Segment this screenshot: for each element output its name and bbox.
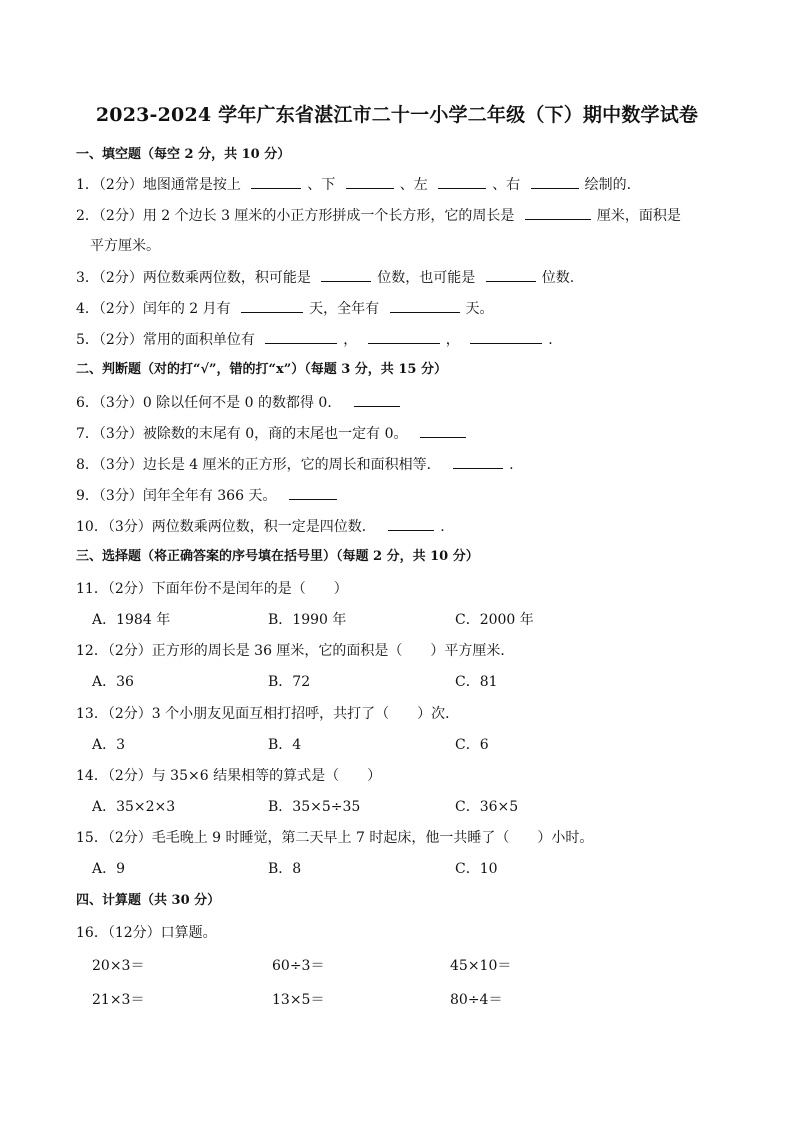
question-9: 9．（3分）闰年全年有 366 天。 [76,485,337,506]
answer-blank[interactable] [470,329,542,344]
option-c[interactable]: C．81 [455,674,498,690]
question-7: 7．（3分）被除数的末尾有 0，商的末尾也一定有 0。 [76,423,466,444]
question-3: 3．（2分）两位数乘两位数，积可能是 位数，也可能是 位数. [76,267,574,288]
answer-blank[interactable] [486,267,536,282]
section-true-false: 二、判断题（对的打“√”，错的打“x”）（每题 3 分，共 15 分） [76,362,447,377]
section-fill-in: 一、填空题（每空 2 分，共 10 分） [76,147,291,162]
option-b[interactable]: B．1990 年 [268,612,347,628]
question-14: 14．（2分）与 35×6 结果相等的算式是（ ） [76,768,382,784]
answer-blank[interactable] [525,205,591,220]
question-2: 2．（2分）用 2 个边长 3 厘米的小正方形拼成一个长方形，它的周长是 厘米，面积是 [76,205,681,226]
question-13: 13．（2分）3 个小朋友见面互相打招呼，共打了（ ）次． [76,706,460,722]
option-c[interactable]: C．6 [455,737,489,753]
answer-blank[interactable] [438,174,486,189]
answer-blank[interactable] [453,454,503,469]
question-12: 12．（2分）正方形的周长是 36 厘米，它的面积是（ ）平方厘米． [76,643,515,659]
answer-blank[interactable] [368,329,440,344]
answer-blank[interactable] [321,267,371,282]
answer-blank[interactable] [531,174,579,189]
option-c[interactable]: C．2000 年 [455,612,534,628]
option-a[interactable]: A．1984 年 [92,612,171,628]
section-calculation: 四、计算题（共 30 分） [76,893,221,908]
calc-item: 80÷4＝ [450,992,503,1008]
question-2-continued: 平方厘米。 [90,238,160,254]
question-10: 10．（3分）两位数乘两位数，积一定是四位数． . [76,516,445,537]
option-a[interactable]: A．3 [92,737,126,753]
option-b[interactable]: B．72 [268,674,311,690]
option-c[interactable]: C．36×5 [455,799,519,815]
answer-blank[interactable] [388,516,434,531]
answer-blank[interactable] [420,423,466,438]
option-a[interactable]: A．36 [92,674,134,690]
option-c[interactable]: C．10 [455,861,498,877]
calc-item: 13×5＝ [272,992,325,1008]
answer-blank[interactable] [289,485,337,500]
question-5: 5．（2分）常用的面积单位有 ， ， . [76,329,553,350]
question-16: 16．（12分）口算题。 [76,925,217,941]
calc-item: 45×10＝ [450,958,512,974]
calc-item: 60÷3＝ [272,958,325,974]
option-a[interactable]: A．35×2×3 [92,799,176,815]
option-b[interactable]: B．35×5÷35 [268,799,361,815]
answer-blank[interactable] [390,298,460,313]
question-1: 1．（2分）地图通常是按上 、下 、左 、右 绘制的. [76,174,631,195]
option-b[interactable]: B．8 [268,861,302,877]
calc-item: 20×3＝ [92,958,145,974]
question-6: 6．（3分）0 除以任何不是 0 的数都得 0． [76,392,400,413]
option-a[interactable]: A．9 [92,861,126,877]
section-multiple-choice: 三、选择题（将正确答案的序号填在括号里）（每题 2 分，共 10 分） [76,549,479,564]
answer-blank[interactable] [346,174,394,189]
question-15: 15．（2分）毛毛晚上 9 时睡觉，第二天早上 7 时起床，他一共睡了（ ）小时。 [76,830,594,846]
answer-blank[interactable] [354,392,400,407]
page-title: 2023-2024 学年广东省湛江市二十一小学二年级（下）期中数学试卷 [95,104,699,126]
answer-blank[interactable] [251,174,301,189]
question-11: 11．（2分）下面年份不是闰年的是（ ） [76,581,348,597]
option-b[interactable]: B．4 [268,737,302,753]
answer-blank[interactable] [241,298,303,313]
question-8: 8．（3分）边长是 4 厘米的正方形，它的周长和面积相等． . [76,454,514,475]
question-4: 4．（2分）闰年的 2 月有 天，全年有 天。 [76,298,494,319]
answer-blank[interactable] [265,329,337,344]
calc-item: 21×3＝ [92,992,145,1008]
